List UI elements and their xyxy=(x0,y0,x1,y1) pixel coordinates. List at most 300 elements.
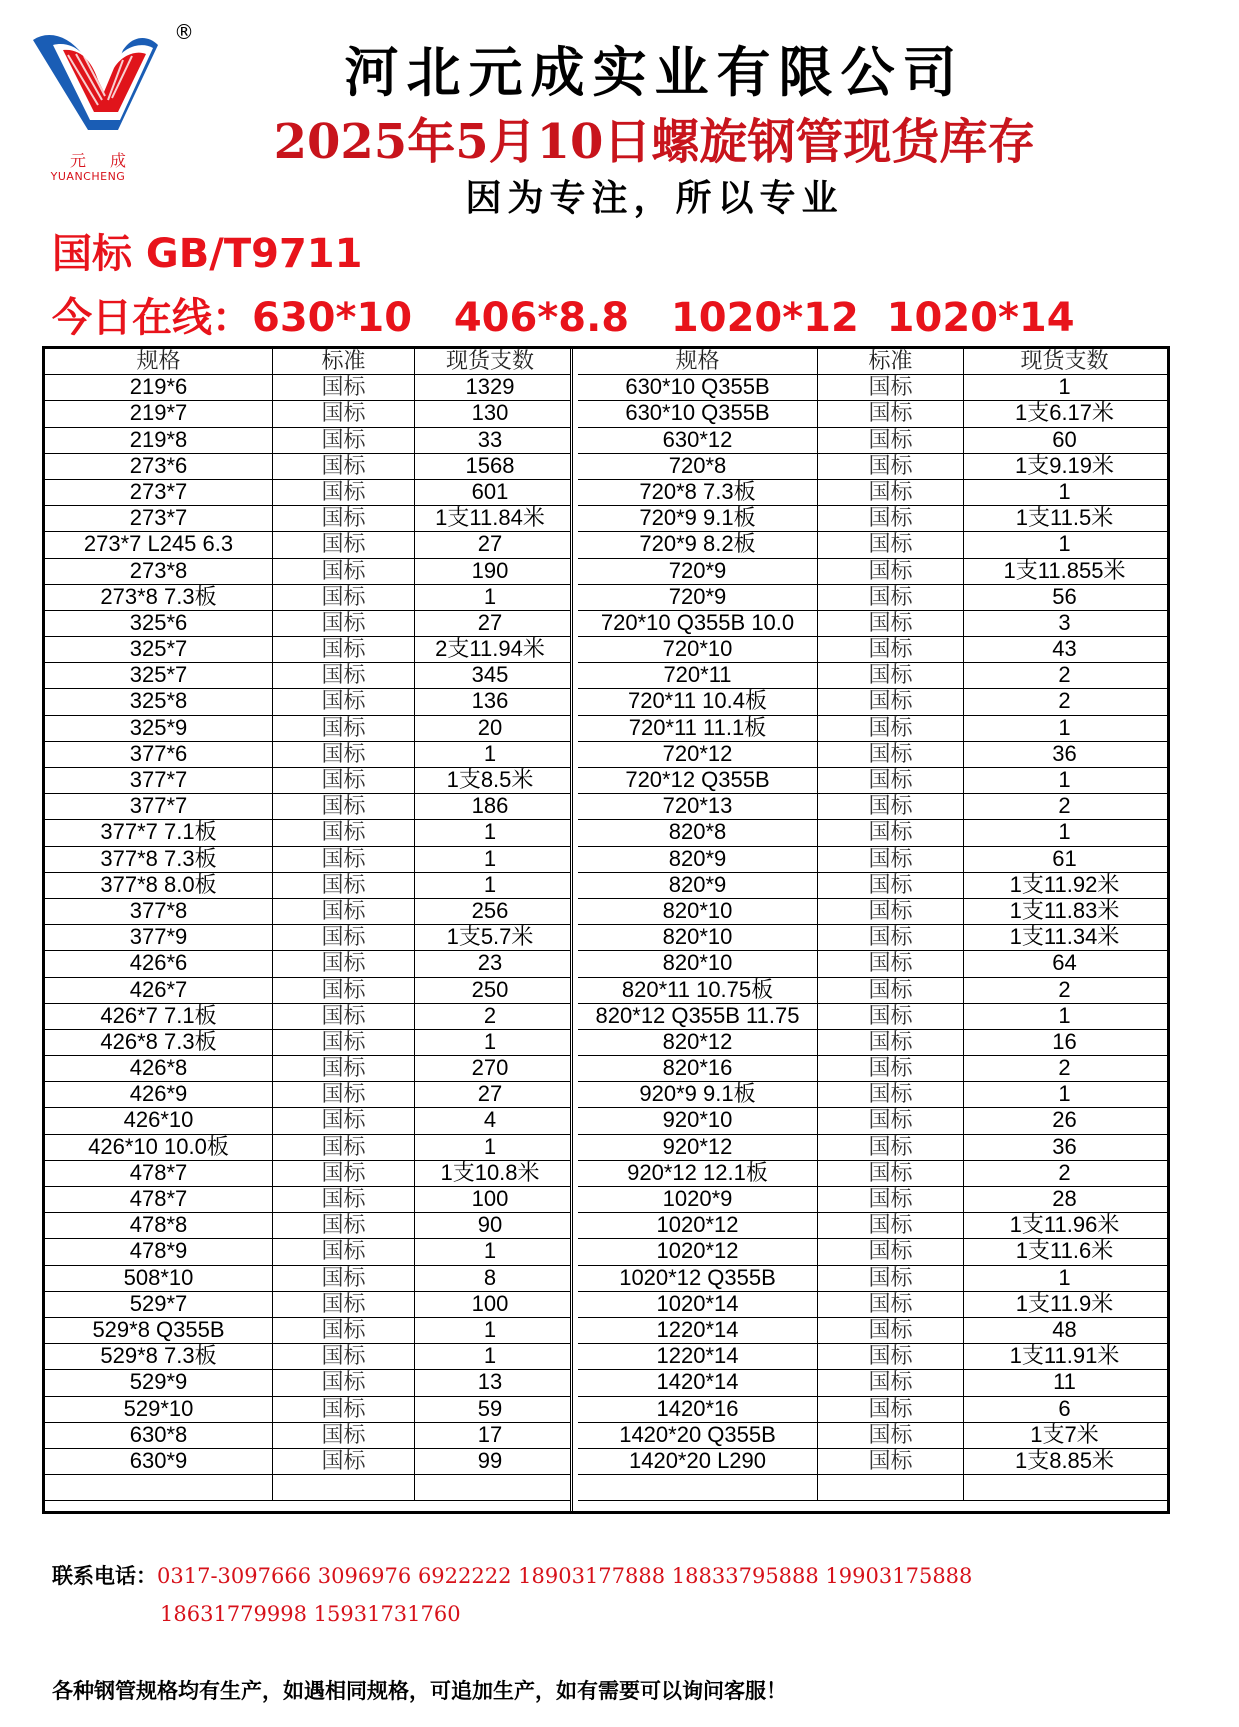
spec-cell: 219*8 xyxy=(45,428,273,453)
contact-phones-2: 18631779998 15931731760 xyxy=(160,1602,461,1626)
spec-cell: 630*9 xyxy=(45,1449,273,1474)
spec-cell: 820*10 xyxy=(578,899,818,924)
table-row xyxy=(578,716,1167,742)
online-today: 今日在线：630*10 406*8.8 1020*12 1020*14 xyxy=(52,295,1075,341)
spec-cell: 1420*20 Q355B xyxy=(578,1423,818,1448)
table-row xyxy=(45,1423,570,1449)
spec-cell: 630*8 xyxy=(45,1423,273,1448)
footer-note: 各种钢管规格均有生产，如遇相同规格，可追加生产，如有需要可以询问客服！ xyxy=(52,1678,787,1703)
spec-cell xyxy=(578,1475,818,1500)
header-standard: 标准 xyxy=(818,349,964,374)
inventory-table-right xyxy=(578,349,1167,1511)
quantity-cell: 1支11.92米 xyxy=(1009,872,1120,897)
standard-cell: 国标 xyxy=(273,873,415,898)
table-row xyxy=(578,1082,1167,1108)
table-row xyxy=(578,1423,1167,1449)
spec-cell: 273*7 xyxy=(45,480,273,505)
table-row xyxy=(578,1449,1167,1475)
standard-cell: 国标 xyxy=(818,1213,964,1238)
quantity-cell: 186 xyxy=(471,794,509,819)
table-row xyxy=(578,1318,1167,1344)
quantity-cell: 256 xyxy=(471,898,509,923)
table-row xyxy=(45,873,570,899)
quantity-cell: 27 xyxy=(477,532,503,557)
contact-phones: 0317-3097666 3096976 6922222 18903177888 18833795888 19903175888 xyxy=(157,1564,973,1588)
quantity-cell: 1支8.85米 xyxy=(1014,1448,1115,1473)
quantity-cell: 1 xyxy=(1058,715,1071,740)
table-row xyxy=(578,1266,1167,1292)
table-row xyxy=(45,1475,570,1501)
spec-cell: 720*8 7.3板 xyxy=(578,480,818,505)
quantity-cell: 99 xyxy=(477,1448,503,1473)
spec-cell: 1020*9 xyxy=(578,1187,818,1212)
quantity-cell: 1 xyxy=(483,1134,497,1159)
quantity-cell: 100 xyxy=(471,1291,509,1316)
standard-cell: 国标 xyxy=(818,1292,964,1317)
spec-cell: 820*10 xyxy=(578,925,818,950)
quantity-cell: 2 xyxy=(1058,1160,1071,1185)
table-row xyxy=(45,1239,570,1265)
standard-cell: 国标 xyxy=(273,1082,415,1107)
table-row xyxy=(578,1292,1167,1318)
quantity-cell: 2 xyxy=(1058,663,1071,688)
quantity-cell: 1 xyxy=(483,1317,497,1342)
standard-cell xyxy=(818,1475,964,1500)
table-row xyxy=(578,585,1167,611)
spec-cell: 820*9 xyxy=(578,847,818,872)
spec-cell: 820*11 10.75板 xyxy=(578,978,818,1003)
quantity-cell: 1 xyxy=(1058,820,1071,845)
standard-cell: 国标 xyxy=(818,925,964,950)
standard-cell: 国标 xyxy=(273,899,415,924)
table-row xyxy=(578,1239,1167,1265)
standard-cell: 国标 xyxy=(818,899,964,924)
spec-cell: 478*7 xyxy=(45,1187,273,1212)
table-row xyxy=(45,1056,570,1082)
spec-cell: 720*12 Q355B xyxy=(578,768,818,793)
header-quantity: 现货支数 xyxy=(1020,349,1109,373)
spec-cell: 720*9 9.1板 xyxy=(578,506,818,531)
table-row xyxy=(45,1004,570,1030)
quantity-cell: 1329 xyxy=(465,375,515,400)
table-row xyxy=(45,1397,570,1423)
standard-cell: 国标 xyxy=(273,1056,415,1081)
table-row xyxy=(45,1449,570,1475)
quantity-cell: 56 xyxy=(1052,584,1077,609)
standard-cell: 国标 xyxy=(818,820,964,845)
table-row xyxy=(45,663,570,689)
standard-cell: 国标 xyxy=(818,951,964,976)
spec-cell: 273*8 xyxy=(45,559,273,584)
quantity-cell: 1 xyxy=(1058,532,1071,557)
logo-english-name: YUANCHENG xyxy=(50,170,126,183)
table-row xyxy=(45,1213,570,1239)
standard-cell: 国标 xyxy=(273,689,415,714)
quantity-cell: 90 xyxy=(477,1213,503,1238)
quantity-cell: 1 xyxy=(483,872,497,897)
spec-cell: 920*9 9.1板 xyxy=(578,1082,818,1107)
standard-cell: 国标 xyxy=(818,1004,964,1029)
table-row xyxy=(578,1475,1167,1501)
quantity-cell: 33 xyxy=(477,427,503,452)
spec-cell: 426*10 10.0板 xyxy=(45,1135,273,1160)
standard-cell: 国标 xyxy=(273,663,415,688)
spec-cell: 529*10 xyxy=(45,1397,273,1422)
spec-cell: 377*8 xyxy=(45,899,273,924)
quantity-cell: 2 xyxy=(1058,1056,1071,1081)
spec-cell: 920*10 xyxy=(578,1108,818,1133)
standard-cell: 国标 xyxy=(818,978,964,1003)
quantity-cell: 1支11.83米 xyxy=(1009,898,1120,923)
quantity-cell: 1支7米 xyxy=(1030,1422,1099,1447)
table-row xyxy=(578,1030,1167,1056)
quantity-cell: 36 xyxy=(1052,1134,1077,1159)
spec-cell: 426*8 xyxy=(45,1056,273,1081)
table-row xyxy=(578,899,1167,925)
quantity-cell: 1 xyxy=(1058,479,1071,504)
standard-cell: 国标 xyxy=(273,820,415,845)
quantity-cell: 1 xyxy=(1058,375,1071,400)
quantity-cell: 16 xyxy=(1052,1029,1077,1054)
quantity-cell: 2支11.94米 xyxy=(435,637,545,662)
standard-cell: 国标 xyxy=(273,847,415,872)
table-row xyxy=(45,689,570,715)
standard-cell: 国标 xyxy=(273,454,415,479)
spec-cell: 1020*12 Q355B xyxy=(578,1266,818,1291)
standard-cell: 国标 xyxy=(818,847,964,872)
quantity-cell: 130 xyxy=(471,401,509,426)
standard-cell: 国标 xyxy=(818,611,964,636)
quantity-cell: 1 xyxy=(483,584,497,609)
quantity-cell: 1 xyxy=(483,1344,497,1369)
standard-cell: 国标 xyxy=(818,1370,964,1395)
spec-cell: 720*9 xyxy=(578,559,818,584)
spec-cell: 325*7 xyxy=(45,663,273,688)
table-row xyxy=(578,847,1167,873)
spec-cell: 720*11 10.4板 xyxy=(578,689,818,714)
standard-cell: 国标 xyxy=(273,585,415,610)
standard-cell: 国标 xyxy=(273,1397,415,1422)
table-row xyxy=(578,1187,1167,1213)
spec-cell xyxy=(45,1475,273,1500)
spec-cell: 630*10 Q355B xyxy=(578,375,818,400)
header-spec: 规格 xyxy=(578,349,818,374)
table-row xyxy=(45,794,570,820)
quantity-cell: 59 xyxy=(477,1396,503,1421)
quantity-cell: 1 xyxy=(1058,1082,1071,1107)
spec-cell: 1220*14 xyxy=(578,1344,818,1369)
registered-mark: ® xyxy=(174,20,194,44)
spec-cell: 273*7 L245 6.3 xyxy=(45,532,273,557)
quantity-cell: 2 xyxy=(1058,794,1071,819)
standard-cell: 国标 xyxy=(273,1030,415,1055)
quantity-cell: 1 xyxy=(1058,1003,1071,1028)
spec-cell: 529*8 7.3板 xyxy=(45,1344,273,1369)
table-row xyxy=(578,794,1167,820)
standard-cell: 国标 xyxy=(818,375,964,400)
standard-cell: 国标 xyxy=(273,1135,415,1160)
quantity-cell: 1支11.91米 xyxy=(1009,1344,1120,1369)
standard-cell: 国标 xyxy=(273,716,415,741)
table-row xyxy=(45,1108,570,1134)
quantity-cell: 1支11.855米 xyxy=(1003,558,1126,583)
standard-cell: 国标 xyxy=(273,1449,415,1474)
spec-cell: 820*8 xyxy=(578,820,818,845)
table-row xyxy=(578,1370,1167,1396)
spec-cell: 426*6 xyxy=(45,951,273,976)
spec-cell: 720*10 xyxy=(578,637,818,662)
table-row xyxy=(578,1344,1167,1370)
table-row xyxy=(578,506,1167,532)
spec-cell: 325*9 xyxy=(45,716,273,741)
quantity-cell: 28 xyxy=(1052,1187,1077,1211)
standard-cell: 国标 xyxy=(273,506,415,531)
table-row xyxy=(45,1344,570,1370)
spec-cell: 325*8 xyxy=(45,689,273,714)
spec-cell: 1020*12 xyxy=(578,1239,818,1264)
table-header-row xyxy=(45,349,570,375)
spec-cell: 720*9 8.2板 xyxy=(578,532,818,557)
standard-cell: 国标 xyxy=(273,1266,415,1291)
spec-cell: 377*8 8.0板 xyxy=(45,873,273,898)
standard-cell: 国标 xyxy=(818,1161,964,1186)
quantity-cell: 1支6.17米 xyxy=(1014,401,1115,426)
standard-cell: 国标 xyxy=(273,794,415,819)
quantity-cell: 26 xyxy=(1052,1108,1077,1133)
spec-cell: 426*7 xyxy=(45,978,273,1003)
standard-cell: 国标 xyxy=(818,1344,964,1369)
standard-cell: 国标 xyxy=(818,585,964,610)
quantity-cell: 1 xyxy=(1058,768,1071,792)
table-row xyxy=(578,978,1167,1004)
standard-cell: 国标 xyxy=(818,663,964,688)
standard-cell: 国标 xyxy=(273,611,415,636)
table-row xyxy=(45,637,570,663)
table-row xyxy=(578,375,1167,401)
standard-cell: 国标 xyxy=(818,401,964,426)
spec-cell: 1020*14 xyxy=(578,1292,818,1317)
quantity-cell: 2 xyxy=(1058,977,1071,1002)
spec-cell: 720*8 xyxy=(578,454,818,479)
standard-cell: 国标 xyxy=(818,1423,964,1448)
standard-cell xyxy=(273,1475,415,1500)
standard-cell: 国标 xyxy=(818,506,964,531)
standard-cell: 国标 xyxy=(273,1108,415,1133)
quantity-cell: 11 xyxy=(1053,1370,1076,1395)
quantity-cell: 4 xyxy=(483,1108,497,1133)
standard-cell: 国标 xyxy=(273,1187,415,1212)
standard-cell: 国标 xyxy=(273,401,415,426)
table-row xyxy=(45,951,570,977)
standard-cell: 国标 xyxy=(273,532,415,557)
quantity-cell: 64 xyxy=(1052,951,1077,976)
table-header-row xyxy=(578,349,1167,375)
quantity-cell: 1 xyxy=(1058,1265,1071,1290)
spec-cell: 426*9 xyxy=(45,1082,273,1107)
table-row xyxy=(45,847,570,873)
table-row xyxy=(45,1161,570,1187)
quantity-cell: 1支9.19米 xyxy=(1014,453,1115,478)
standard-cell: 国标 xyxy=(273,925,415,950)
standard-cell: 国标 xyxy=(818,794,964,819)
contact-label: 联系电话： xyxy=(52,1563,157,1588)
table-row xyxy=(578,1397,1167,1423)
standard-cell: 国标 xyxy=(818,768,964,793)
table-row xyxy=(45,1135,570,1161)
inventory-table xyxy=(42,346,1170,1514)
quantity-cell: 8 xyxy=(483,1265,497,1290)
standard-cell: 国标 xyxy=(273,375,415,400)
table-row xyxy=(578,663,1167,689)
table-row xyxy=(45,375,570,401)
spec-cell: 1420*16 xyxy=(578,1397,818,1422)
quantity-cell: 1支11.96米 xyxy=(1009,1213,1120,1238)
table-row xyxy=(45,1370,570,1396)
standard-cell: 国标 xyxy=(818,532,964,557)
table-row xyxy=(578,925,1167,951)
spec-cell: 219*6 xyxy=(45,375,273,400)
table-row xyxy=(578,742,1167,768)
spec-cell: 820*9 xyxy=(578,873,818,898)
table-row xyxy=(45,559,570,585)
contact-line xyxy=(52,1560,972,1590)
standard-cell: 国标 xyxy=(818,1449,964,1474)
table-row xyxy=(45,428,570,454)
quantity-cell: 1支10.8米 xyxy=(440,1160,540,1185)
quantity-cell: 136 xyxy=(471,689,509,714)
standard-cell: 国标 xyxy=(818,1108,964,1133)
spec-cell: 325*6 xyxy=(45,611,273,636)
standard-cell: 国标 xyxy=(273,1161,415,1186)
quantity-cell: 1 xyxy=(483,741,497,766)
spec-cell: 1420*20 L290 xyxy=(578,1449,818,1474)
table-row xyxy=(45,1082,570,1108)
standard-cell: 国标 xyxy=(273,742,415,767)
spec-cell: 478*7 xyxy=(45,1161,273,1186)
spec-cell: 529*8 Q355B xyxy=(45,1318,273,1343)
quantity-cell: 48 xyxy=(1052,1317,1077,1342)
table-row xyxy=(45,1187,570,1213)
table-row xyxy=(578,637,1167,663)
quantity-cell: 2 xyxy=(1058,689,1071,714)
quantity-cell: 3 xyxy=(1058,610,1071,635)
spec-cell: 426*7 7.1板 xyxy=(45,1004,273,1029)
spec-cell: 720*10 Q355B 10.0 xyxy=(578,611,818,636)
table-row xyxy=(578,532,1167,558)
quantity-cell: 1支11.6米 xyxy=(1015,1239,1114,1264)
quantity-cell: 250 xyxy=(471,977,509,1002)
table-row xyxy=(578,559,1167,585)
table-row xyxy=(45,454,570,480)
spec-cell: 273*6 xyxy=(45,454,273,479)
standard-cell: 国标 xyxy=(818,428,964,453)
standard-cell: 国标 xyxy=(273,1004,415,1029)
quantity-cell: 1 xyxy=(483,1239,497,1264)
quantity-cell: 601 xyxy=(471,479,509,504)
spec-cell: 377*7 xyxy=(45,794,273,819)
spec-cell: 377*7 xyxy=(45,768,273,793)
table-row xyxy=(578,454,1167,480)
quantity-cell xyxy=(415,1475,565,1500)
standard-cell: 国标 xyxy=(818,454,964,479)
table-row xyxy=(45,1030,570,1056)
table-row xyxy=(45,978,570,1004)
spec-cell: 720*11 xyxy=(578,663,818,688)
quantity-cell: 1支5.7米 xyxy=(446,925,534,950)
quantity-cell: 27 xyxy=(477,1082,503,1107)
spec-cell: 529*7 xyxy=(45,1292,273,1317)
spec-cell: 1020*12 xyxy=(578,1213,818,1238)
slogan: 因为专注，所以专业 xyxy=(465,177,844,219)
quantity-cell: 20 xyxy=(477,715,503,740)
standard-cell: 国标 xyxy=(818,873,964,898)
table-row xyxy=(578,820,1167,846)
standard-cell: 国标 xyxy=(273,1239,415,1264)
table-row xyxy=(578,480,1167,506)
table-row xyxy=(45,401,570,427)
quantity-cell: 1支8.5米 xyxy=(446,768,534,792)
standard-cell: 国标 xyxy=(273,428,415,453)
page-title: 2025年5月10日螺旋钢管现货库存 xyxy=(273,114,1036,170)
quantity-cell: 36 xyxy=(1052,741,1077,766)
table-row xyxy=(45,899,570,925)
table-row xyxy=(45,716,570,742)
standard-cell: 国标 xyxy=(273,978,415,1003)
table-row xyxy=(45,1318,570,1344)
table-row xyxy=(45,820,570,846)
spec-cell: 820*12 xyxy=(578,1030,818,1055)
spec-cell: 1220*14 xyxy=(578,1318,818,1343)
spec-cell: 720*9 xyxy=(578,585,818,610)
quantity-cell: 61 xyxy=(1052,846,1077,871)
company-name: 河北元成实业有限公司 xyxy=(344,40,965,104)
standard-cell: 国标 xyxy=(818,1082,964,1107)
quantity-cell: 60 xyxy=(1052,427,1077,452)
quantity-cell: 1支11.84米 xyxy=(435,506,545,531)
standard-cell: 国标 xyxy=(273,1344,415,1369)
spec-cell: 1420*14 xyxy=(578,1370,818,1395)
quantity-cell: 1 xyxy=(483,846,497,871)
spec-cell: 377*9 xyxy=(45,925,273,950)
spec-cell: 720*13 xyxy=(578,794,818,819)
standard-label: 国标 GB/T9711 xyxy=(52,231,363,277)
table-row xyxy=(578,1161,1167,1187)
spec-cell: 377*7 7.1板 xyxy=(45,820,273,845)
standard-cell: 国标 xyxy=(273,559,415,584)
table-row xyxy=(578,611,1167,637)
spec-cell: 920*12 xyxy=(578,1135,818,1160)
spec-cell: 820*12 Q355B 11.75 xyxy=(578,1004,818,1029)
standard-cell: 国标 xyxy=(818,480,964,505)
standard-cell: 国标 xyxy=(818,559,964,584)
quantity-cell: 1支11.5米 xyxy=(1015,506,1114,531)
table-row xyxy=(578,873,1167,899)
standard-cell: 国标 xyxy=(273,768,415,793)
standard-cell: 国标 xyxy=(273,480,415,505)
standard-cell: 国标 xyxy=(273,1423,415,1448)
spec-cell: 478*8 xyxy=(45,1213,273,1238)
spec-cell: 720*12 xyxy=(578,742,818,767)
table-row xyxy=(45,506,570,532)
quantity-cell: 1支11.34米 xyxy=(1009,925,1120,950)
table-row xyxy=(45,1292,570,1318)
standard-cell: 国标 xyxy=(818,1239,964,1264)
spec-cell: 630*10 Q355B xyxy=(578,401,818,426)
table-row xyxy=(45,768,570,794)
spec-cell: 478*9 xyxy=(45,1239,273,1264)
quantity-cell: 2 xyxy=(483,1003,497,1028)
standard-cell: 国标 xyxy=(818,1318,964,1343)
